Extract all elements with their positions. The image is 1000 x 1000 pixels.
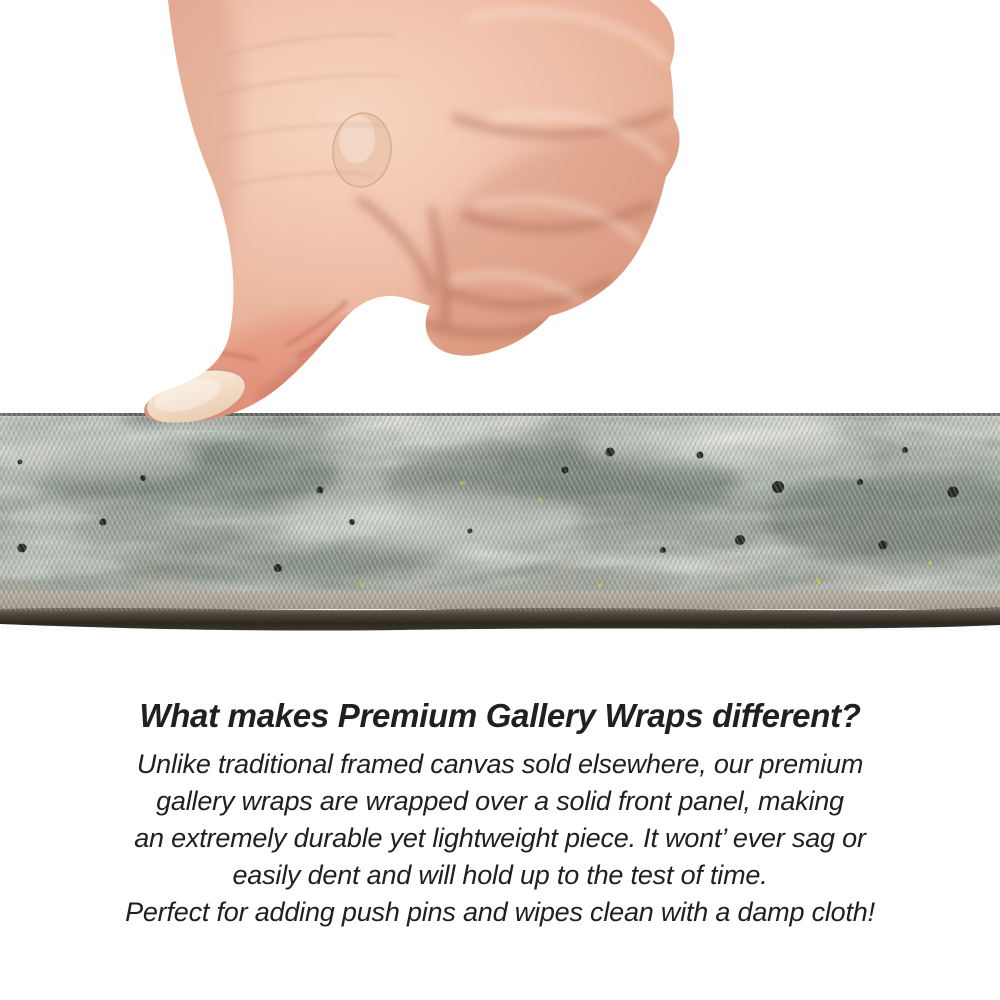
canvas-strip-art bbox=[0, 413, 1000, 639]
body-line-1: Unlike traditional framed canvas sold elsewhere, our premium bbox=[136, 749, 864, 779]
canvas-strip bbox=[0, 413, 1000, 639]
body-line-2: gallery wraps are wrapped over a solid front panel, making bbox=[156, 786, 844, 816]
body-line-5: Perfect for adding push pins and wipes clean with a damp cloth! bbox=[125, 897, 875, 927]
hand-photo bbox=[0, 0, 1000, 424]
marketing-copy bbox=[0, 697, 1000, 931]
body-line-3: an extremely durable yet lightweight piece. It wont’ ever sag or bbox=[134, 823, 866, 853]
headline: What makes Premium Gallery Wraps different? bbox=[139, 697, 861, 734]
body-line-4: easily dent and will hold up to the test of time. bbox=[232, 860, 768, 890]
hand-shapes bbox=[100, 0, 860, 424]
